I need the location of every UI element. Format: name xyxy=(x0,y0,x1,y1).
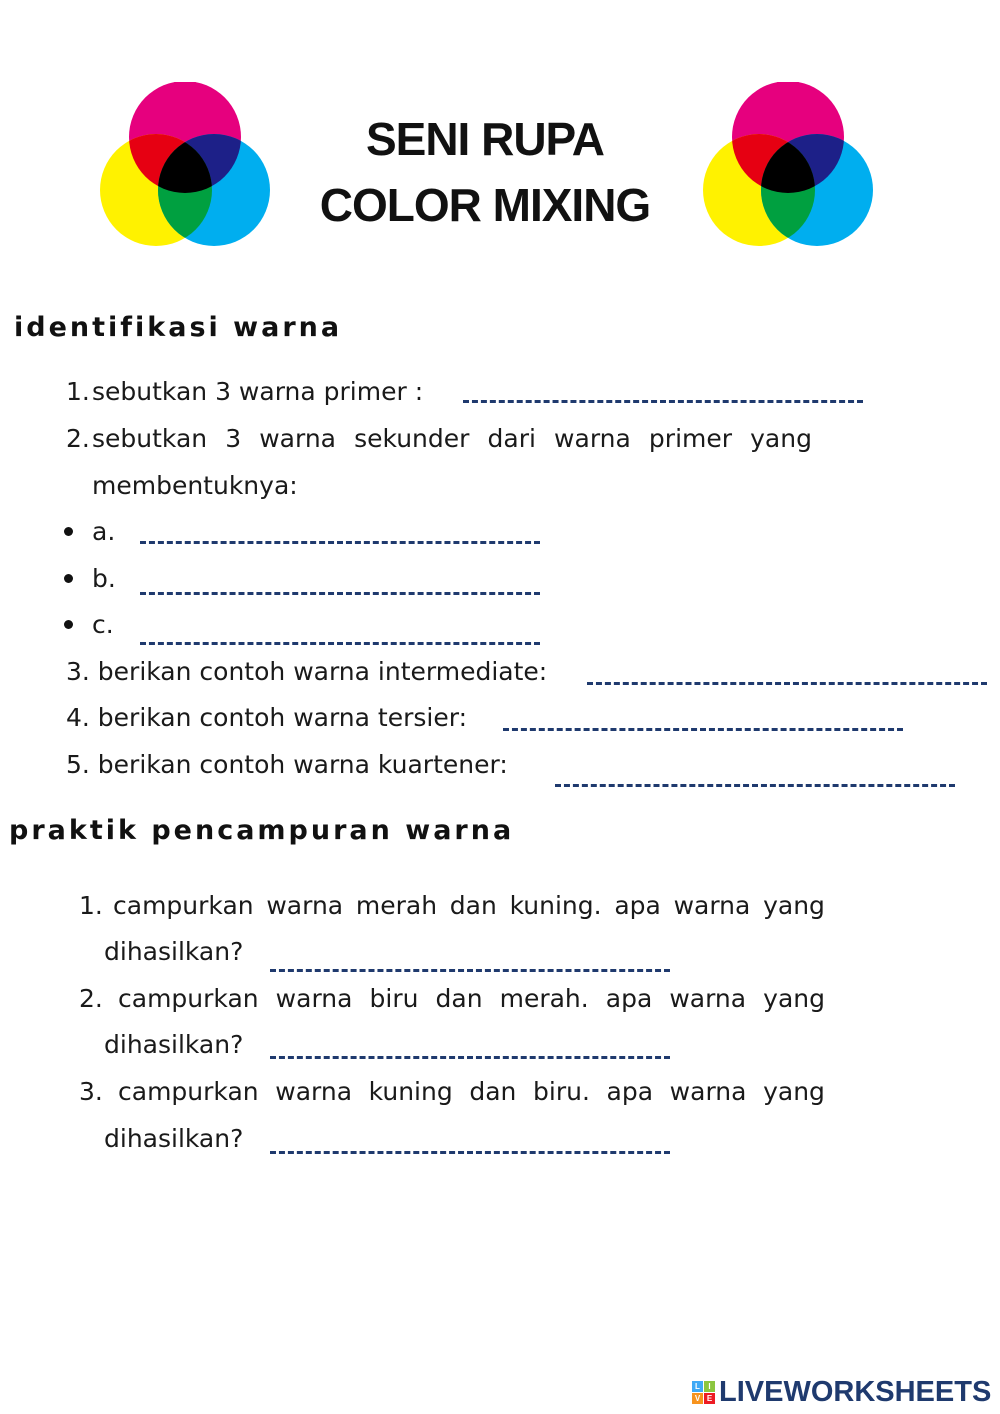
word: dan xyxy=(449,891,497,920)
bullet-label-b: b. xyxy=(92,564,116,593)
question-2-number: 2. xyxy=(66,424,90,453)
word: warna xyxy=(275,1077,353,1106)
answer-blank-practice-1[interactable] xyxy=(270,969,670,972)
practice-3-line1 xyxy=(118,1079,825,1104)
word: warna xyxy=(673,891,751,920)
color-mixing-diagram-right xyxy=(701,82,875,250)
practice-2-line2: dihasilkan? xyxy=(104,1030,244,1059)
word: sekunder xyxy=(354,424,470,453)
word: 3 xyxy=(225,424,242,453)
word: kuning xyxy=(368,1077,453,1106)
answer-blank-practice-3[interactable] xyxy=(270,1151,670,1154)
answer-blank-c[interactable] xyxy=(140,642,540,645)
question-2-line1 xyxy=(92,426,812,451)
word: biru. xyxy=(533,1077,590,1106)
question-1-number: 1. xyxy=(66,377,90,406)
question-1-text: sebutkan 3 warna primer : xyxy=(92,377,424,406)
question-2-line2: membentuknya: xyxy=(92,471,298,500)
word: warna xyxy=(669,984,747,1013)
word: dan xyxy=(435,984,483,1013)
logo-square: I xyxy=(704,1381,715,1392)
word: warna xyxy=(669,1077,747,1106)
word: warna xyxy=(259,424,336,453)
word: yang xyxy=(763,891,825,920)
answer-blank-q3[interactable] xyxy=(587,682,987,685)
liveworksheets-brand: LIVEWORKSHEETS xyxy=(719,1376,992,1408)
practice-2-number: 2. xyxy=(79,984,103,1013)
word: campurkan xyxy=(118,1077,259,1106)
word: kuning. xyxy=(509,891,602,920)
word: apa xyxy=(605,984,653,1013)
word: primer xyxy=(648,424,733,453)
bullet-dot xyxy=(64,620,73,629)
practice-1-line2: dihasilkan? xyxy=(104,937,244,966)
word: apa xyxy=(614,891,661,920)
question-4-text: 4. berikan contoh warna tersier: xyxy=(66,703,467,732)
practice-3-line2: dihasilkan? xyxy=(104,1124,244,1153)
word: dari xyxy=(487,424,536,453)
practice-3-number: 3. xyxy=(79,1077,103,1106)
word: yang xyxy=(750,424,812,453)
word: campurkan xyxy=(113,891,254,920)
bullet-dot xyxy=(64,527,73,536)
section-heading-identifikasi: identifikasi warna xyxy=(14,312,343,343)
word: warna xyxy=(266,891,344,920)
word: merah. xyxy=(499,984,589,1013)
question-5-text: 5. berikan contoh warna kuartener: xyxy=(66,750,508,779)
page-title-line2: COLOR MIXING xyxy=(319,179,651,231)
word: apa xyxy=(606,1077,654,1106)
practice-1-number: 1. xyxy=(79,891,103,920)
page-title-line1: SENI RUPA xyxy=(365,113,605,165)
color-mixing-diagram-left xyxy=(98,82,272,250)
word: merah xyxy=(355,891,438,920)
word: warna xyxy=(275,984,353,1013)
word: yang xyxy=(763,1077,825,1106)
logo-square: E xyxy=(704,1393,715,1404)
word: yang xyxy=(763,984,825,1013)
logo-square: L xyxy=(692,1381,703,1392)
answer-blank-practice-2[interactable] xyxy=(270,1056,670,1059)
word: sebutkan xyxy=(92,424,208,453)
bullet-label-a: a. xyxy=(92,517,116,546)
answer-blank-a[interactable] xyxy=(140,541,540,544)
bullet-label-c: c. xyxy=(92,610,114,639)
liveworksheets-icon xyxy=(692,1381,715,1404)
practice-1-line1 xyxy=(113,893,825,918)
word: warna xyxy=(554,424,631,453)
answer-blank-q1[interactable] xyxy=(463,400,863,403)
section-heading-praktik: praktik pencampuran warna xyxy=(9,815,515,846)
answer-blank-b[interactable] xyxy=(140,592,540,595)
question-3-text: 3. berikan contoh warna intermediate: xyxy=(66,657,548,686)
liveworksheets-logo[interactable] xyxy=(692,1378,991,1407)
word: dan xyxy=(469,1077,517,1106)
logo-square: V xyxy=(692,1393,703,1404)
answer-blank-q5[interactable] xyxy=(555,784,955,787)
word: campurkan xyxy=(118,984,259,1013)
answer-blank-q4[interactable] xyxy=(503,728,903,731)
practice-2-line1 xyxy=(118,986,825,1011)
bullet-dot xyxy=(64,574,73,583)
word: biru xyxy=(369,984,419,1013)
